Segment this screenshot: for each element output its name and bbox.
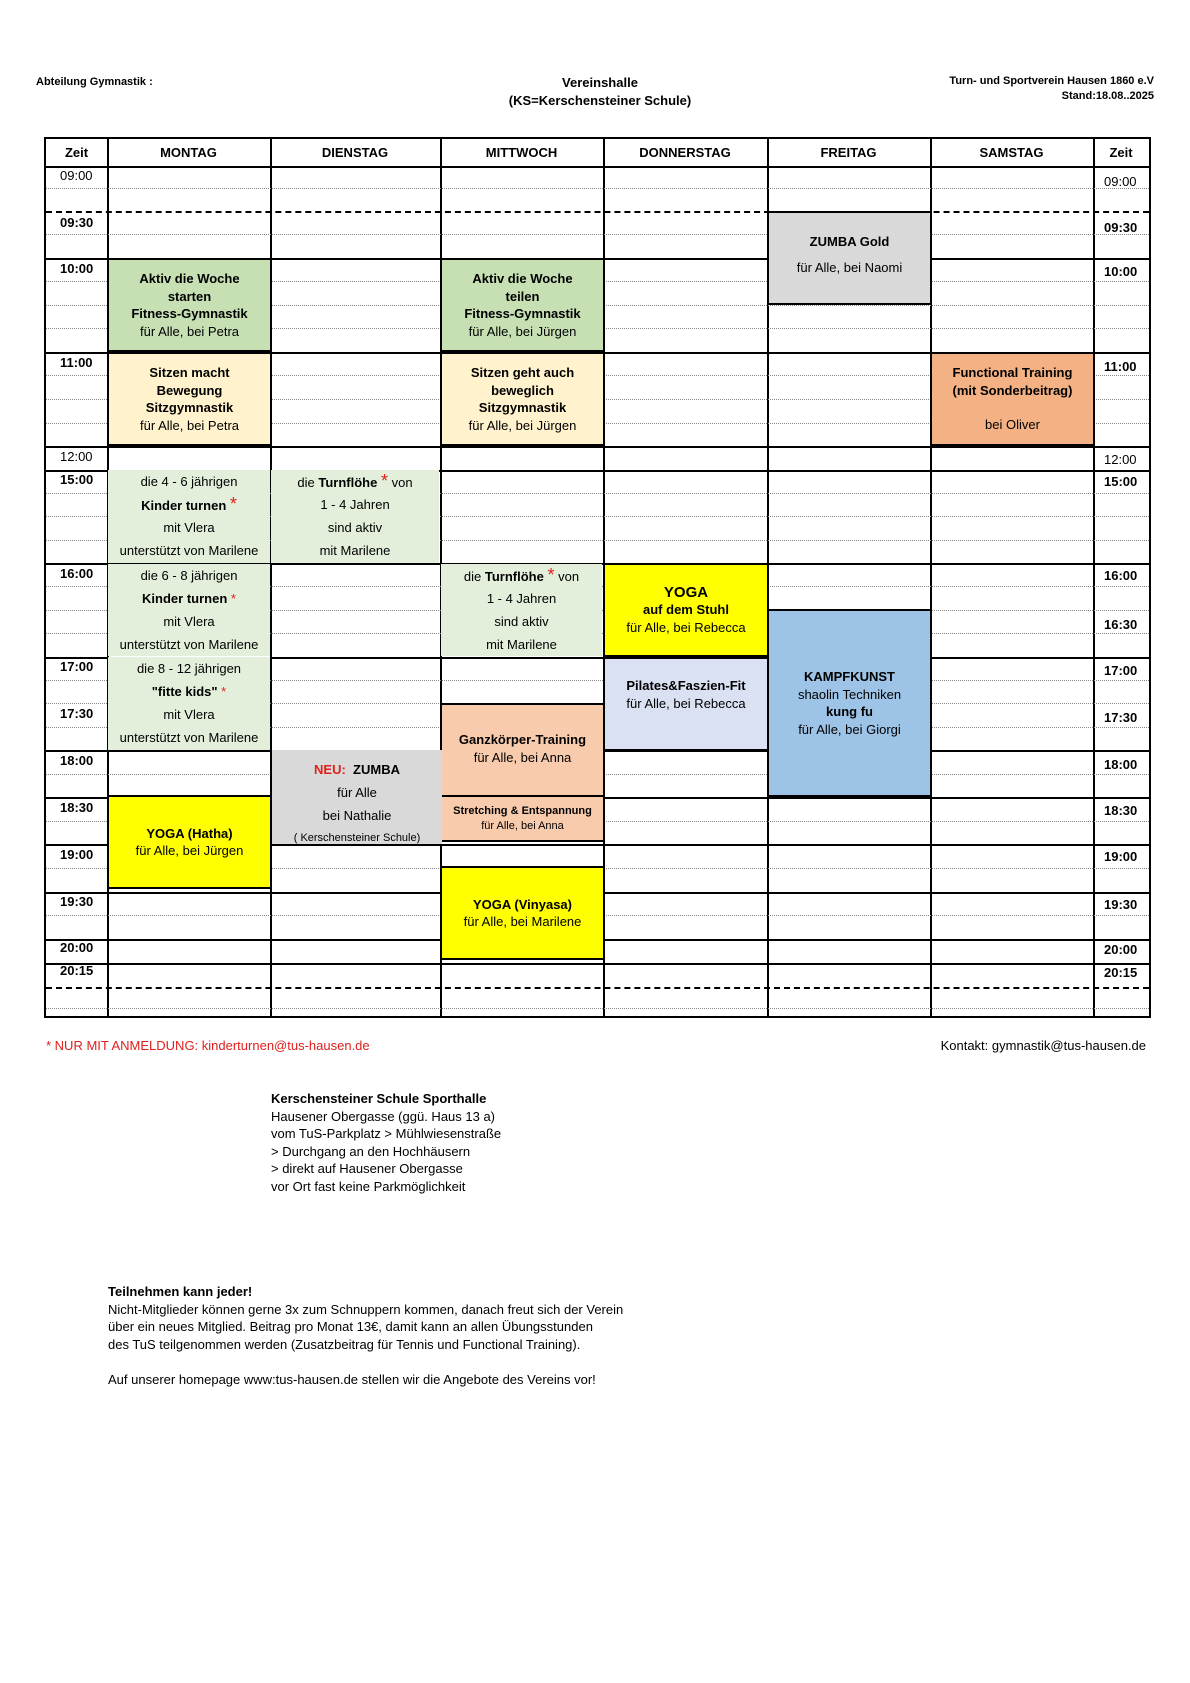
- directions-line: vom TuS-Parkplatz > Mühlwiesenstraße: [271, 1126, 502, 1141]
- event-kinderturnen-4-6[interactable]: [108, 470, 270, 563]
- event-info: für Alle, bei Giorgi: [798, 721, 901, 737]
- membership-info: [108, 1283, 623, 1388]
- event-trainer: mit Marilene: [486, 637, 557, 652]
- event-turnfloehe-wednesday[interactable]: [441, 564, 602, 656]
- event-info: für Alle: [337, 785, 377, 800]
- time-right: 18:30: [1104, 803, 1138, 818]
- registration-note: * NUR MIT ANMELDUNG: kinderturnen@tus-hausen.de: [46, 1038, 370, 1053]
- row-divider: [46, 166, 1149, 168]
- day-saturday: SAMSTAG: [979, 145, 1044, 160]
- event-title: Stretching & Entspannung: [453, 804, 592, 817]
- event-age: 1 - 4 Jahren: [320, 497, 390, 512]
- time-right: 18:00: [1104, 757, 1138, 772]
- event-info: für Alle, bei Rebecca: [626, 695, 746, 711]
- row-divider: [46, 963, 1149, 965]
- event-title: Functional Training: [952, 365, 1073, 380]
- time-right: 16:00: [1104, 568, 1138, 583]
- event-title: Aktiv die Woche: [472, 271, 573, 286]
- time-right: 17:30: [1104, 710, 1138, 725]
- time-left: 16:00: [60, 566, 94, 581]
- time-left: 15:00: [60, 472, 94, 487]
- time-left: 11:00: [60, 355, 93, 370]
- event-title: Kinder turnen: [141, 498, 227, 513]
- event-zumba-tuesday[interactable]: [270, 750, 442, 844]
- time-left: 20:00: [60, 940, 94, 955]
- venue-title: [440, 74, 760, 110]
- event-trainer: bei Nathalie: [322, 808, 392, 823]
- event-prefix: die: [463, 569, 482, 584]
- event-type: kung fu: [826, 704, 873, 719]
- time-left: 18:00: [60, 753, 94, 768]
- event-title: starten: [167, 288, 212, 304]
- time-left: 12:00: [60, 449, 93, 464]
- event-ganzkoerper[interactable]: [440, 703, 605, 797]
- venue-note: (KS=Kerschensteiner Schule): [508, 93, 692, 108]
- time-right: 11:00: [1104, 359, 1137, 374]
- directions-line: vor Ort fast keine Parkmöglichkeit: [271, 1178, 466, 1194]
- event-location: ( Kerschensteiner Schule): [293, 832, 421, 844]
- row-divider: [46, 1008, 1149, 1009]
- event-info: für Alle, bei Anna: [473, 749, 572, 765]
- event-title: Pilates&Faszien-Fit: [626, 678, 746, 693]
- event-title: YOGA (Vinyasa): [473, 896, 572, 912]
- membership-title: Teilnehmen kann jeder!: [108, 1284, 253, 1299]
- registration-star: *: [229, 494, 237, 514]
- event-turnfloehe-tuesday[interactable]: [271, 470, 439, 563]
- event-prefix: die: [297, 475, 315, 490]
- event-kampfkunst[interactable]: [767, 609, 932, 797]
- registration-star: *: [221, 684, 227, 699]
- membership-line: Auf unserer homepage www:tus-hausen.de stellen wir die Angebote des Vereins vor!: [108, 1371, 596, 1387]
- column-divider: [1093, 139, 1095, 1016]
- event-note: (mit Sonderbeitrag): [952, 382, 1073, 398]
- time-right: 19:00: [1104, 849, 1138, 864]
- time-header-left: Zeit: [64, 145, 89, 160]
- time-left: 18:30: [60, 800, 94, 815]
- event-pilates[interactable]: [603, 657, 769, 751]
- event-aktiv-monday[interactable]: [107, 258, 272, 352]
- event-type: Fitness-Gymnastik: [464, 306, 581, 321]
- event-type: Fitness-Gymnastik: [131, 306, 248, 321]
- event-type: Sitzgymnastik: [145, 400, 234, 415]
- event-assistant: unterstützt von Marilene: [119, 543, 259, 558]
- directions-line: > Durchgang an den Hochhäusern: [271, 1143, 471, 1159]
- day-monday: MONTAG: [160, 145, 217, 160]
- event-age: die 4 - 6 jährigen: [140, 474, 238, 489]
- day-thursday: DONNERSTAG: [639, 145, 731, 160]
- registration-star: *: [230, 591, 236, 606]
- event-title: Ganzkörper-Training: [458, 732, 587, 747]
- event-suffix: von: [558, 569, 580, 584]
- time-right: 16:30: [1104, 617, 1138, 632]
- row-divider: [46, 211, 1149, 213]
- membership-spacer: [108, 1353, 623, 1371]
- event-age: 1 - 4 Jahren: [486, 591, 557, 606]
- event-info: sind aktiv: [327, 520, 383, 535]
- time-left: 19:00: [60, 847, 94, 862]
- time-right: 20:00: [1104, 942, 1138, 957]
- time-left: 17:00: [60, 659, 94, 674]
- club-name: Turn- und Sportverein Hausen 1860 e.V: [949, 75, 1154, 87]
- event-title: KAMPFKUNST: [804, 669, 895, 684]
- event-info: für Alle, bei Naomi: [796, 259, 903, 275]
- day-friday: FREITAG: [820, 145, 877, 160]
- event-subtitle: auf dem Stuhl: [643, 602, 729, 618]
- status-date: Stand:18.08..2025: [1061, 90, 1154, 102]
- venue-name: Vereinshalle: [562, 75, 638, 90]
- event-info: für Alle, bei Marilene: [463, 914, 582, 929]
- contact-email: Kontakt: gymnastik@tus-hausen.de: [940, 1038, 1146, 1053]
- registration-star: *: [380, 471, 388, 491]
- venue-directions: [271, 1090, 501, 1195]
- time-left: 20:15: [60, 963, 94, 978]
- membership-line: des TuS teilgenommen werden (Zusatzbeitrag für Tennis und Functional Training).: [108, 1336, 581, 1352]
- event-info: für Alle, bei Anna: [481, 819, 564, 832]
- event-kinderturnen-6-8[interactable]: [108, 564, 270, 656]
- time-right: 09:00: [1104, 174, 1137, 189]
- time-right: 17:00: [1104, 663, 1138, 678]
- event-functional-training[interactable]: [930, 352, 1095, 446]
- event-subtitle: shaolin Techniken: [797, 686, 902, 702]
- event-title: Turnflöhe: [484, 569, 544, 584]
- event-title: Kinder turnen: [142, 591, 228, 606]
- event-info: für Alle, bei Jürgen: [468, 417, 577, 433]
- day-tuesday: DIENSTAG: [321, 145, 389, 160]
- event-info: für Alle, bei Petra: [140, 417, 239, 433]
- membership-line: über ein neues Mitglied. Beitrag pro Monat 13€, damit kann an allen Übungsstunden: [108, 1319, 593, 1334]
- directions-line: Hausener Obergasse (ggü. Haus 13 a): [271, 1108, 496, 1124]
- timetable: [44, 137, 1151, 1018]
- time-left: 09:00: [60, 168, 93, 183]
- event-type: Sitzgymnastik: [478, 400, 567, 415]
- event-title: YOGA: [663, 583, 709, 601]
- event-info: für Alle, bei Rebecca: [626, 619, 746, 635]
- venue-directions-title: Kerschensteiner Schule Sporthalle: [271, 1091, 487, 1106]
- time-left: 09:30: [60, 215, 94, 230]
- time-right: 19:30: [1104, 897, 1138, 912]
- department-label: Abteilung Gymnastik :: [36, 76, 153, 88]
- directions-line: > direkt auf Hausener Obergasse: [271, 1161, 463, 1176]
- event-assistant: unterstützt von Marilene: [119, 637, 259, 652]
- day-wednesday: MITTWOCH: [485, 145, 558, 160]
- event-title: beweglich: [491, 382, 554, 398]
- event-title: YOGA (Hatha): [146, 825, 233, 841]
- row-divider: [46, 987, 1149, 989]
- event-yoga-stuhl[interactable]: [603, 563, 769, 657]
- event-sitzen-monday[interactable]: [107, 352, 272, 446]
- event-assistant: unterstützt von Marilene: [119, 730, 259, 745]
- event-zumba-gold[interactable]: [767, 211, 932, 305]
- registration-star: *: [547, 565, 555, 585]
- new-badge: NEU:: [314, 762, 346, 777]
- event-title: ZUMBA Gold: [809, 234, 890, 249]
- event-age: die 6 - 8 jährigen: [140, 568, 238, 583]
- event-suffix: von: [391, 475, 413, 490]
- event-info: für Alle, bei Petra: [140, 323, 239, 339]
- event-title: Turnflöhe: [318, 475, 378, 490]
- event-fitte-kids[interactable]: [108, 657, 270, 750]
- club-info: [949, 74, 1154, 104]
- time-right: 15:00: [1104, 474, 1138, 489]
- time-right: 20:15: [1104, 965, 1138, 980]
- event-info: bei Oliver: [985, 417, 1040, 432]
- event-title: Aktiv die Woche: [139, 271, 240, 286]
- event-stretching[interactable]: [440, 795, 605, 842]
- time-right: 09:30: [1104, 220, 1138, 235]
- event-info: für Alle, bei Jürgen: [135, 843, 244, 858]
- event-trainer: mit Vlera: [163, 707, 215, 722]
- event-trainer: mit Vlera: [163, 614, 215, 629]
- time-right: 12:00: [1104, 452, 1137, 467]
- event-trainer: mit Marilene: [319, 543, 391, 558]
- event-yoga-vinyasa[interactable]: [440, 866, 605, 960]
- time-left: 10:00: [60, 261, 94, 276]
- membership-line: Nicht-Mitglieder können gerne 3x zum Schnuppern kommen, danach freut sich der Verein: [108, 1301, 624, 1317]
- event-title: Sitzen geht auch: [470, 365, 575, 380]
- event-info: für Alle, bei Jürgen: [468, 323, 577, 339]
- time-right: 10:00: [1104, 264, 1138, 279]
- row-divider: [46, 188, 1149, 189]
- event-title: "fitte kids": [151, 684, 218, 699]
- event-info: sind aktiv: [494, 614, 549, 629]
- time-header-right: Zeit: [1109, 145, 1133, 160]
- event-yoga-hatha[interactable]: [107, 795, 272, 889]
- event-title: teilen: [505, 288, 540, 304]
- event-title: Sitzen macht: [149, 365, 230, 380]
- time-left: 17:30: [60, 706, 94, 721]
- event-title: Bewegung: [156, 382, 223, 398]
- time-left: 19:30: [60, 894, 94, 909]
- event-trainer: mit Vlera: [163, 520, 215, 535]
- row-divider: [46, 446, 1149, 448]
- row-divider: [46, 234, 1149, 235]
- event-age: die 8 - 12 jährigen: [136, 661, 242, 676]
- event-title: ZUMBA: [353, 762, 400, 777]
- event-sitzen-wednesday[interactable]: [440, 352, 605, 446]
- event-aktiv-wednesday[interactable]: [440, 258, 605, 352]
